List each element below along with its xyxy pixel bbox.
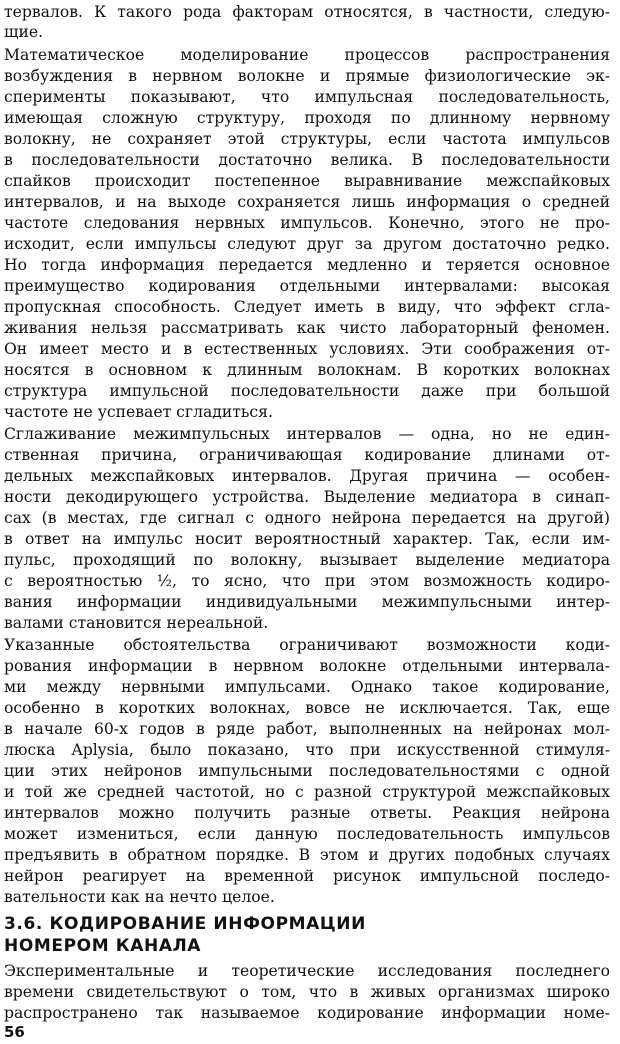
- text-line: дельных межспайковых интервалов. Другая причина — особен-: [4, 467, 610, 485]
- text-line: в последовательности достаточно велика. В последовательности: [4, 151, 610, 169]
- text-line: частоте следования нервных импульсов. Конечно, этого не про-: [4, 214, 610, 232]
- text-line: сперименты показывают, что импульсная последовательность,: [4, 88, 610, 106]
- text-line: возбуждения в нервном волокне и прямые физиологические эк-: [4, 67, 610, 85]
- section-heading: НОМЕРОМ КАНАЛА: [4, 936, 202, 956]
- text-line: с вероятностью ½, то ясно, что при этом возможность кодиро-: [4, 572, 610, 590]
- text-line: нейрон реагирует на временной рисунок импульсной последо-: [4, 867, 610, 885]
- text-line: распространено так называемое кодирование информации номе-: [4, 1004, 610, 1022]
- text-line: ности декодирующего устройства. Выделение медиатора в синап-: [4, 488, 610, 506]
- text-line: пропускная способность. Следует иметь в виду, что эффект сгла-: [4, 298, 610, 316]
- text-line: времени свидетельствуют о том, что в живых организмах широко: [4, 983, 610, 1001]
- text-line: люска Aplysia, было показано, что при искусственной стимуля-: [4, 741, 610, 759]
- text-line: исходит, если импульсы следуют друг за другом достаточно редко.: [4, 235, 610, 253]
- section-heading: 3.6. КОДИРОВАНИЕ ИНФОРМАЦИИ: [4, 914, 366, 934]
- text-line: в начале 60-х годов в ряде работ, выполненных на нейронах мол-: [4, 720, 610, 738]
- text-line: ми между нервными импульсами. Однако такое кодирование,: [4, 678, 610, 696]
- page-number: 56: [4, 1023, 25, 1041]
- text-line: особенно в коротких волокнах, вовсе не исключается. Так, еще: [4, 699, 610, 717]
- text-line: структура импульсной последовательности даже при большой: [4, 382, 610, 400]
- text-line: вательности как на нечто целое.: [4, 888, 275, 906]
- text-line: преимущество кодирования отдельными интервалами: высокая: [4, 277, 610, 295]
- text-line: Математическое моделирование процессов распространения: [4, 46, 610, 64]
- text-line: в ответ на импульс носит вероятностный характер. Так, если им-: [4, 530, 610, 548]
- text-line: Но тогда информация передается медленно и теряется основное: [4, 256, 610, 274]
- text-line: и той же средней частотой, но с разной структурой межспайковых: [4, 783, 610, 801]
- text-line: может измениться, если данную последовательность импульсов: [4, 825, 610, 843]
- text-line: тервалов. К такого рода факторам относятся, в частности, следую-: [4, 3, 610, 21]
- text-line: ственная причина, ограничивающая кодирование длинами от-: [4, 446, 610, 464]
- text-line: спайков происходит постепенное выравнивание межспайковых: [4, 172, 610, 190]
- text-line: Указанные обстоятельства ограничивают возможности коди-: [4, 636, 610, 654]
- text-line: интервалов можно получить разные ответы. Реакция нейрона: [4, 804, 610, 822]
- text-line: Экспериментальные и теоретические исследования последнего: [4, 962, 610, 980]
- text-line: предъявить в обратном порядке. В этом и других подобных случаях: [4, 846, 610, 864]
- text-line: ции этих нейронов импульсными последовательностями с одной: [4, 762, 610, 780]
- text-line: интервалов, и на выходе сохраняется лишь информация о средней: [4, 193, 610, 211]
- text-line: валами становится нереальной.: [4, 614, 269, 632]
- text-line: носятся в основном к длинным волокнам. В коротких волокнах: [4, 361, 610, 379]
- text-line: Он имеет место и в естественных условиях. Эти соображения от-: [4, 340, 610, 358]
- text-line: рования информации в нервном волокне отдельными интервала-: [4, 657, 610, 675]
- text-line: Сглаживание межимпульсных интервалов — одна, но не един-: [4, 425, 610, 443]
- text-line: частоте не успевает сгладиться.: [4, 403, 273, 421]
- text-line: вания информации индивидуальными межимпульсными интер-: [4, 593, 610, 611]
- text-line: сах (в местах, где сигнал с одного нейрона передается на другой): [4, 509, 610, 527]
- text-line: имеющая сложную структуру, проходя по длинному нервному: [4, 109, 610, 127]
- text-line: пульс, проходящий по волокну, вызывает выделение медиатора: [4, 551, 610, 569]
- text-line: щие.: [4, 23, 44, 41]
- text-line: живания нельзя рассматривать как чисто лабораторный феномен.: [4, 319, 610, 337]
- text-line: волокну, не сохраняет этой структуры, если частота импульсов: [4, 130, 610, 148]
